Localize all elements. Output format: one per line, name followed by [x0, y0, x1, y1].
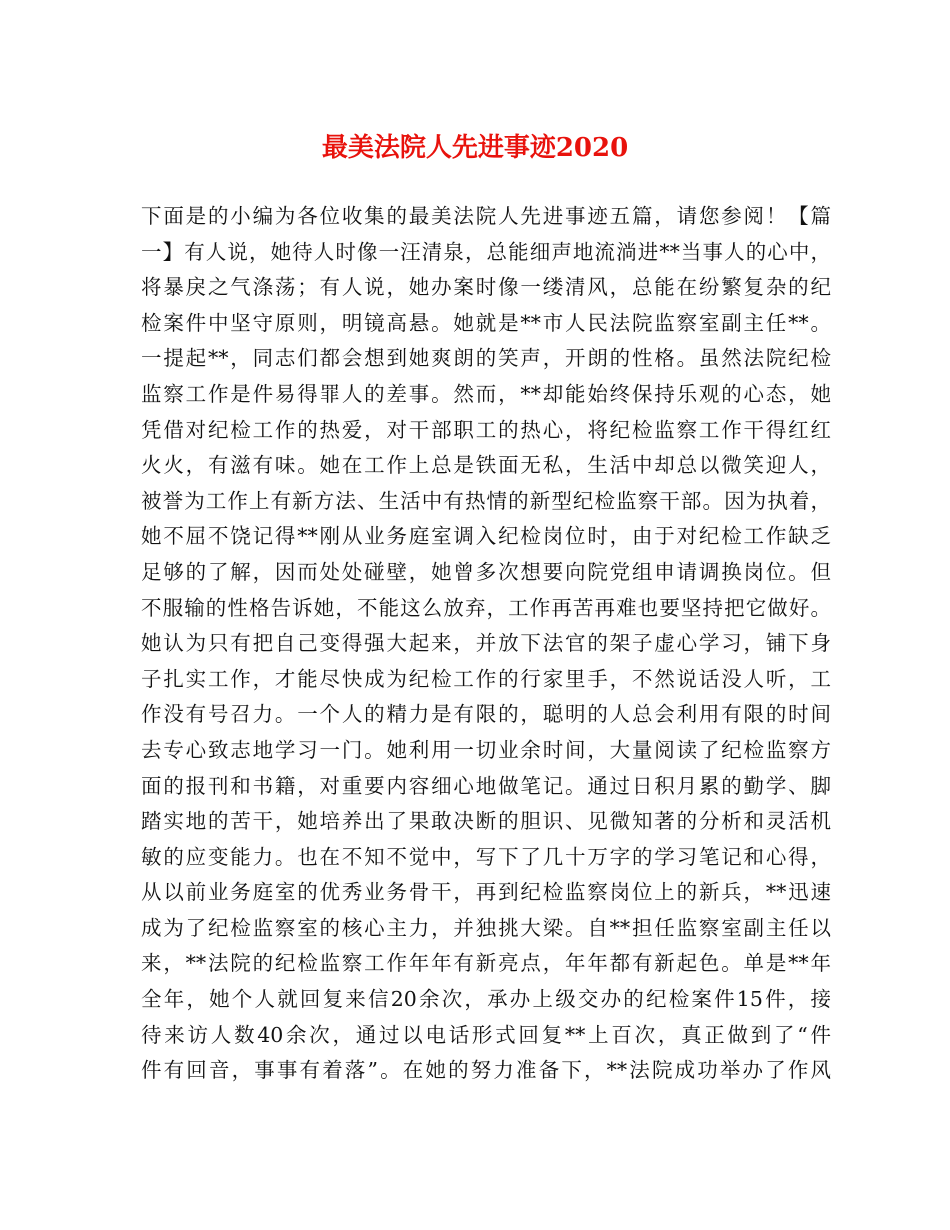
- body-line: 来，**法院的纪检监察工作年年有新亮点，年年都有新起色。单是**年: [141, 951, 831, 976]
- body-line: 火火，有滋有味。她在工作上总是铁面无私，生活中却总以微笑迎人，: [141, 453, 831, 478]
- body-line: 她不屈不饶记得**刚从业务庭室调入纪检岗位时，由于对纪检工作缺乏: [141, 524, 831, 549]
- body-line: 下面是的小编为各位收集的最美法院人先进事迹五篇，请您参阅！【篇: [141, 204, 831, 228]
- body-line: 从以前业务庭室的优秀业务骨干，再到纪检监察岗位上的新兵，**迅速: [141, 880, 831, 905]
- body-line: 不服输的性格告诉她，不能这么放弃，工作再苦再难也要坚持把它做好。: [141, 595, 831, 620]
- body-line: 将暴戾之气涤荡；有人说，她办案时像一缕清风，总能在纷繁复杂的纪: [141, 275, 831, 300]
- body-line: 件有回音，事事有着落”。在她的努力准备下，**法院成功举办了作风: [141, 1058, 831, 1083]
- body-line: 一】有人说，她待人时像一汪清泉，总能细声地流淌进**当事人的心中，: [141, 239, 831, 264]
- body-line: 面的报刊和书籍，对重要内容细心地做笔记。通过日积月累的勤学、脚: [141, 773, 831, 798]
- body-line: 被誉为工作上有新方法、生活中有热情的新型纪检监察干部。因为执着，: [141, 488, 831, 513]
- body-line: 监察工作是件易得罪人的差事。然而，**却能始终保持乐观的心态，她: [141, 381, 831, 406]
- document-body: [141, 199, 831, 1089]
- body-line: 子扎实工作，才能尽快成为纪检工作的行家里手，不然说话没人听，工: [141, 666, 831, 691]
- document-title: 最美法院人先进事迹2020: [321, 133, 629, 163]
- body-line: 待来访人数40余次，通过以电话形式回复**上百次，真正做到了“件: [141, 1022, 831, 1047]
- body-line: 检案件中坚守原则，明镜高悬。她就是**市人民法院监察室副主任**。: [141, 310, 831, 335]
- body-line: 去专心致志地学习一门。她利用一切业余时间，大量阅读了纪检监察方: [141, 737, 831, 762]
- body-line: 敏的应变能力。也在不知不觉中，写下了几十万字的学习笔记和心得，: [141, 844, 831, 869]
- body-line: 她认为只有把自己变得强大起来，并放下法官的架子虚心学习，铺下身: [141, 631, 831, 656]
- body-line: 全年，她个人就回复来信20余次，承办上级交办的纪检案件15件，接: [141, 987, 831, 1012]
- body-line: 一提起**，同志们都会想到她爽朗的笑声，开朗的性格。虽然法院纪检: [141, 346, 831, 371]
- body-line: 踏实地的苦干，她培养出了果敢决断的胆识、见微知著的分析和灵活机: [141, 809, 831, 834]
- body-line: 凭借对纪检工作的热爱，对干部职工的热心，将纪检监察工作干得红红: [141, 417, 831, 442]
- body-line: 成为了纪检监察室的核心主力，并独挑大梁。自**担任监察室副主任以: [141, 915, 831, 940]
- body-line: 作没有号召力。一个人的精力是有限的，聪明的人总会利用有限的时间: [141, 702, 831, 727]
- body-line: 足够的了解，因而处处碰壁，她曾多次想要向院党组申请调换岗位。但: [141, 559, 831, 584]
